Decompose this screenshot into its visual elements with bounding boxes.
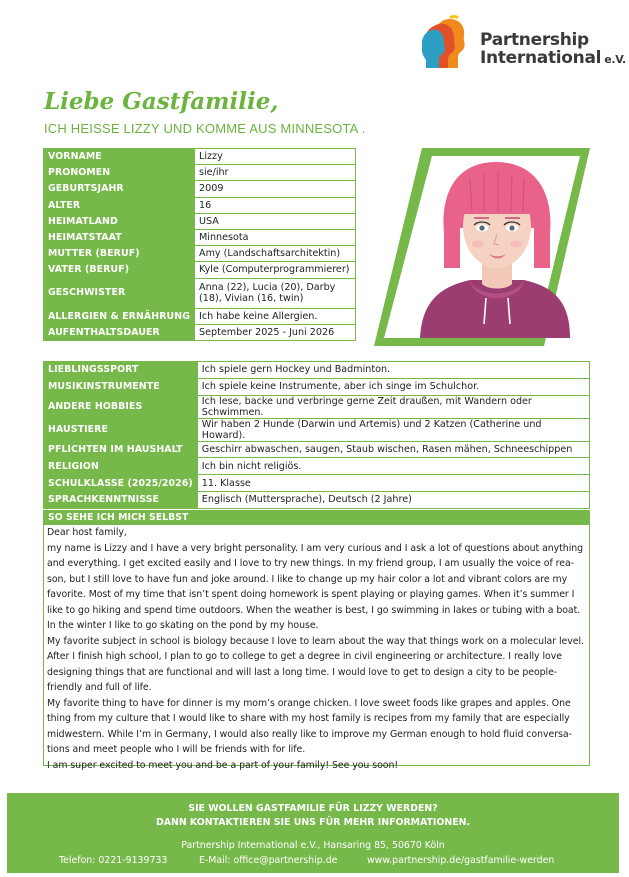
profile-value: Kyle (Computerprogrammierer)	[195, 262, 356, 278]
essay-paragraph: my name is Lizzy and I have a very bright personality. I am very curious and I ask a lot of questions about anything and everything. I get excited easily and I love to try new things. In my friend group, I am usually the voice of rea-son, but I still love to have fun and joke around. I like to change up my hair color a lot and vibrant colors are my favorite. Most of my time that isn’t spent doing homework is spent playing or playing games. When it’s summer I like to go hiking and spend time outdoors. When the weather is best, I go swimming in lakes or tubing with a boat. In the winter I like to go skating on the pond by my house.	[47, 542, 584, 631]
details-label: LIEBLINGSSPORT	[44, 362, 198, 379]
details-label: ANDERE HOBBIES	[44, 395, 198, 418]
details-value: Ich lese, backe und verbringe gerne Zeit draußen, mit Wandern oder Schwimmen.	[197, 395, 589, 418]
profile-label: HEIMATLAND	[44, 213, 195, 229]
contact-footer	[7, 793, 619, 873]
profile-row	[44, 149, 356, 165]
self-description-heading: SO SEHE ICH MICH SELBST	[44, 511, 589, 525]
profile-value: sie/ihr	[195, 165, 356, 181]
details-table	[43, 361, 590, 509]
details-label: SPRACHKENNTNISSE	[44, 491, 198, 508]
self-description-box	[43, 510, 590, 771]
profile-label: AUFENTHALTSDAUER	[44, 324, 195, 340]
details-row	[44, 378, 590, 395]
profile-row	[44, 324, 356, 340]
footer-address: Partnership International e.V., Hansaring 85, 50670 Köln	[181, 840, 445, 851]
partnership-logo	[422, 10, 626, 80]
profile-label: GESCHWISTER	[44, 278, 195, 308]
details-label: PFLICHTEN IM HAUSHALT	[44, 441, 198, 458]
profile-value: USA	[195, 213, 356, 229]
profile-row	[44, 308, 356, 324]
profile-row	[44, 181, 356, 197]
profile-row	[44, 262, 356, 278]
profile-value: Amy (Landschaftsarchitektin)	[195, 246, 356, 262]
profile-label: VATER (BERUF)	[44, 262, 195, 278]
logo-line2: International	[480, 48, 602, 68]
profile-label: VORNAME	[44, 149, 195, 165]
profile-label: PRONOMEN	[44, 165, 195, 181]
essay-paragraph: My favorite subject in school is biology because I love to learn about the way that things work on a molecular level. After I finish high school, I plan to go to college to get a degree in civil engineering or architecture. I really love designing things that are functional and will last a long time. I would love to get to design a city to be people-friendly and full of life.	[47, 635, 584, 693]
profile-value: Anna (22), Lucia (20), Darby (18), Vivian (16, twin)	[195, 278, 356, 308]
logo-faces-icon	[422, 14, 482, 70]
essay-paragraph: Dear host family,	[47, 527, 127, 538]
profile-row	[44, 165, 356, 181]
details-label: MUSIKINSTRUMENTE	[44, 378, 198, 395]
footer-phone[interactable]: Telefon: 0221-9139733	[59, 855, 168, 866]
greeting-heading: Liebe Gastfamilie,	[44, 88, 279, 115]
details-value: Ich spiele keine Instrumente, aber ich singe im Schulchor.	[197, 378, 589, 395]
intro-subheading: ICH HEISSE LIZZY UND KOMME AUS MINNESOTA .	[44, 121, 366, 136]
profile-label: GEBURTSJAHR	[44, 181, 195, 197]
details-row	[44, 395, 590, 418]
profile-value: September 2025 - Juni 2026	[195, 324, 356, 340]
profile-value: Ich habe keine Allergien.	[195, 308, 356, 324]
details-row	[44, 441, 590, 458]
profile-row	[44, 246, 356, 262]
essay-paragraph: I am super excited to meet you and be a part of your family! See you soon!	[47, 759, 399, 771]
details-row	[44, 491, 590, 508]
student-portrait-illustration	[374, 148, 590, 346]
profile-value: Lizzy	[195, 149, 356, 165]
footer-cta-line2: DANN KONTAKTIEREN SIE UNS FÜR MEHR INFORMATIONEN.	[155, 817, 471, 828]
profile-label: ALLERGIEN & ERNÄHRUNG	[44, 308, 195, 324]
profile-label: MUTTER (BERUF)	[44, 246, 195, 262]
details-value: Ich bin nicht religiös.	[197, 458, 589, 475]
profile-row	[44, 197, 356, 213]
profile-row	[44, 229, 356, 245]
logo-suffix: e.V.	[604, 53, 626, 66]
profile-value: 16	[195, 197, 356, 213]
details-value: Englisch (Muttersprache), Deutsch (2 Jahre)	[197, 491, 589, 508]
details-row	[44, 475, 590, 492]
profile-value: Minnesota	[195, 229, 356, 245]
details-row	[44, 458, 590, 475]
footer-cta-line1: SIE WOLLEN GASTFAMILIE FÜR LIZZY WERDEN?	[188, 803, 438, 814]
self-description-text	[44, 525, 589, 773]
details-row	[44, 418, 590, 441]
footer-email-link[interactable]: E-Mail: office@partnership.de	[199, 855, 338, 866]
details-row	[44, 362, 590, 379]
details-label: RELIGION	[44, 458, 198, 475]
profile-label: ALTER	[44, 197, 195, 213]
essay-paragraph: My favorite thing to have for dinner is my mom’s orange chicken. I love sweet foods like grapes and apples. One thing from my culture that I would like to share with my host family is recipes from my family that are especially midwestern. While I’m in Germany, I would also really like to improve my German enough to hold fluid conversa-tions and meet people who I will be friends with for life.	[47, 697, 572, 755]
profile-row	[44, 213, 356, 229]
details-value: 11. Klasse	[197, 475, 589, 492]
profile-table	[43, 148, 356, 341]
details-label: HAUSTIERE	[44, 418, 198, 441]
profile-label: HEIMATSTAAT	[44, 229, 195, 245]
profile-value: 2009	[195, 181, 356, 197]
details-value: Wir haben 2 Hunde (Darwin und Artemis) und 2 Katzen (Catherine und Howard).	[197, 418, 589, 441]
details-value: Geschirr abwaschen, saugen, Staub wischen, Rasen mähen, Schneeschippen	[197, 441, 589, 458]
logo-line1: Partnership	[480, 30, 589, 50]
footer-website-link[interactable]: www.partnership.de/gastfamilie-werden	[367, 855, 555, 866]
details-label: SCHULKLASSE (2025/2026)	[44, 475, 198, 492]
details-value: Ich spiele gern Hockey und Badminton.	[197, 362, 589, 379]
profile-row	[44, 278, 356, 308]
